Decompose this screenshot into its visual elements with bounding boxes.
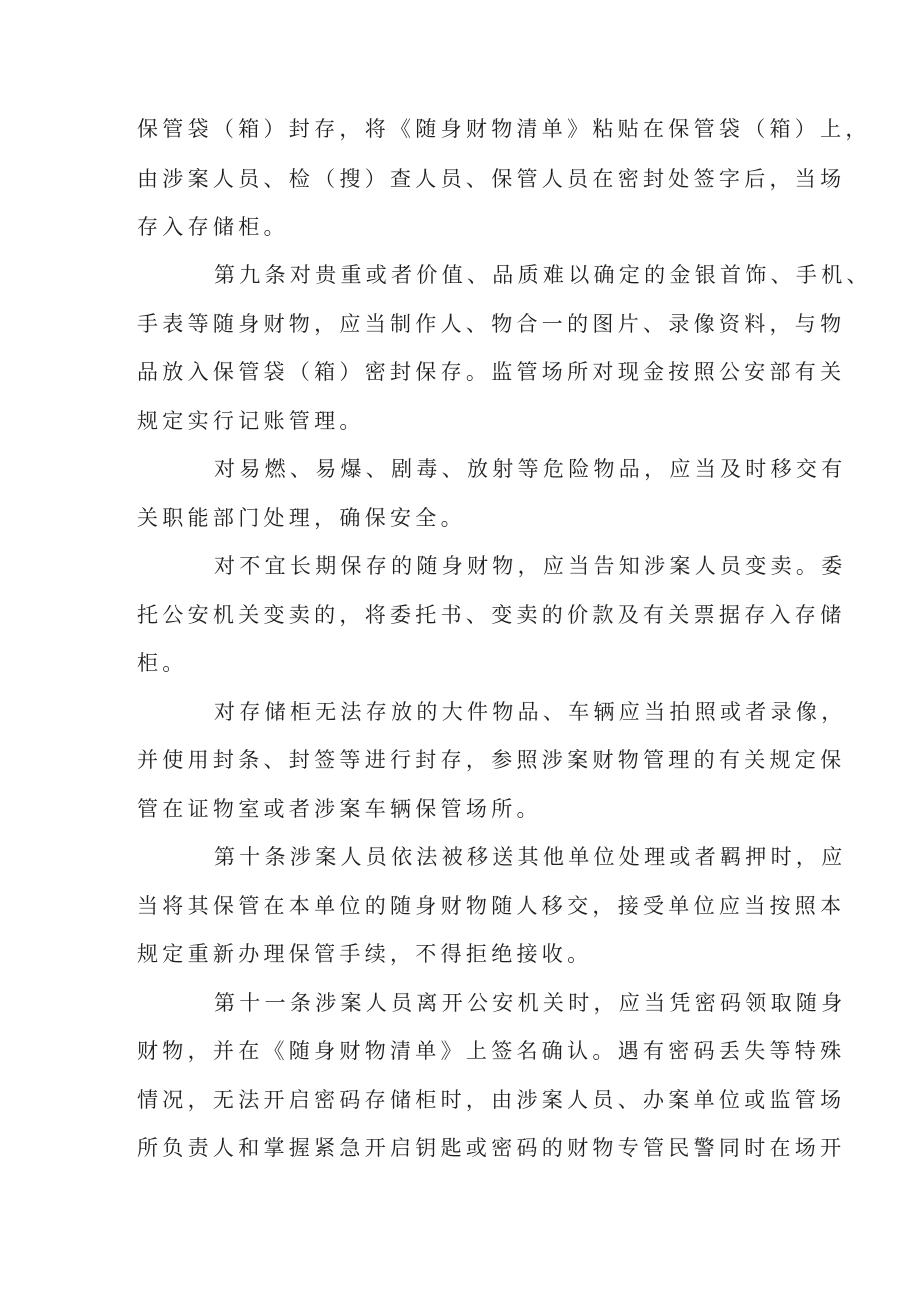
text-line: 规定重新办理保管手续，不得拒绝接收。 (137, 942, 593, 966)
text-line: 管在证物室或者涉案车辆保管场所。 (137, 797, 542, 821)
text-line: 并使用封条、封签等进行封存，参照涉案财物管理的有关规定保 (137, 748, 846, 772)
text-line: 品放入保管袋（箱）密封保存。监管场所对现金按照公安部有关 (137, 360, 846, 384)
text-line: 所负责人和掌握紧急开启钥匙或密码的财物专管民警同时在场开 (137, 1136, 846, 1160)
text-line: 财物，并在《随身财物清单》上签名确认。遇有密码丢失等特殊 (137, 1039, 846, 1063)
text-line: 当将其保管在本单位的随身财物随人移交，接受单位应当按照本 (137, 894, 846, 918)
text-line: 柜。 (137, 651, 188, 675)
text-line: 由涉案人员、检（搜）查人员、保管人员在密封处签字后，当场 (137, 167, 846, 191)
paragraph-first-line: 对易燃、易爆、剧毒、放射等危险物品，应当及时移交有 (214, 457, 847, 481)
text-line: 规定实行记账管理。 (137, 409, 365, 433)
text-line: 关职能部门处理，确保安全。 (137, 506, 466, 530)
paragraph-first-line: 第九条对贵重或者价值、品质难以确定的金银首饰、手机、 (214, 263, 872, 287)
text-line: 情况，无法开启密码存储柜时，由涉案人员、办案单位或监管场 (137, 1088, 846, 1112)
paragraph-first-line: 第十条涉案人员依法被移送其他单位处理或者羁押时，应 (214, 845, 847, 869)
paragraph-first-line: 对不宜长期保存的随身财物，应当告知涉案人员变卖。委 (214, 554, 847, 578)
text-line: 托公安机关变卖的，将委托书、变卖的价款及有关票据存入存储 (137, 603, 846, 627)
paragraph-first-line: 对存储柜无法存放的大件物品、车辆应当拍照或者录像， (214, 700, 847, 724)
text-line: 手表等随身财物，应当制作人、物合一的图片、录像资料，与物 (137, 312, 846, 336)
paragraph-first-line: 第十一条涉案人员离开公安机关时，应当凭密码领取随身 (214, 991, 847, 1015)
text-line: 保管袋（箱）封存，将《随身财物清单》粘贴在保管袋（箱）上， (137, 117, 871, 141)
text-line: 存入存储柜。 (137, 215, 289, 239)
